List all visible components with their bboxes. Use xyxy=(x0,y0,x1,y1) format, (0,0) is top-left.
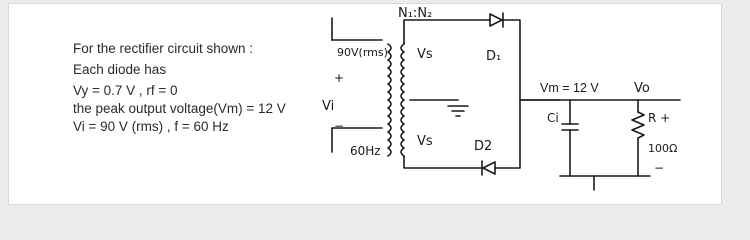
secondary-top-wire xyxy=(404,20,490,44)
vi-label: Vi xyxy=(322,99,335,114)
primary-coil xyxy=(388,44,391,156)
turns-ratio-label: N₁:N₂ xyxy=(398,6,433,21)
capacitor-label: Ci xyxy=(547,111,559,125)
d1-label: D₁ xyxy=(486,49,502,64)
d2-to-output-wire xyxy=(495,100,520,168)
source-voltage-label: 90V(rms) xyxy=(337,46,388,59)
source-minus-label: − xyxy=(334,119,345,133)
source-plus-label: + xyxy=(334,71,345,85)
problem-intro: For the rectifier circuit shown : xyxy=(73,41,254,56)
vo-label: Vo xyxy=(634,81,650,96)
frequency-label: 60Hz xyxy=(350,144,381,158)
secondary-coil xyxy=(401,44,404,156)
vm-label: Vm = 12 V xyxy=(540,81,599,95)
resistor-zigzag xyxy=(632,112,644,138)
diode-d2-body xyxy=(483,162,495,174)
vs-bottom-label: Vs xyxy=(417,134,433,149)
secondary-bottom-wire xyxy=(404,156,482,168)
d2-label: D2 xyxy=(474,139,493,154)
vs-top-label: Vs xyxy=(417,47,433,62)
problem-input: Vi = 90 V (rms) , f = 60 Hz xyxy=(73,119,229,134)
resistor-label: R + xyxy=(648,111,671,125)
problem-diode-header: Each diode has xyxy=(73,62,167,77)
problem-diode-params: Vy = 0.7 V , rf = 0 xyxy=(73,83,178,98)
output-minus-label: − xyxy=(654,161,665,175)
diode-d1-body xyxy=(490,14,502,26)
problem-peak-voltage: the peak output voltage(Vm) = 12 V xyxy=(73,101,286,116)
resistor-value-label: 100Ω xyxy=(648,142,678,155)
